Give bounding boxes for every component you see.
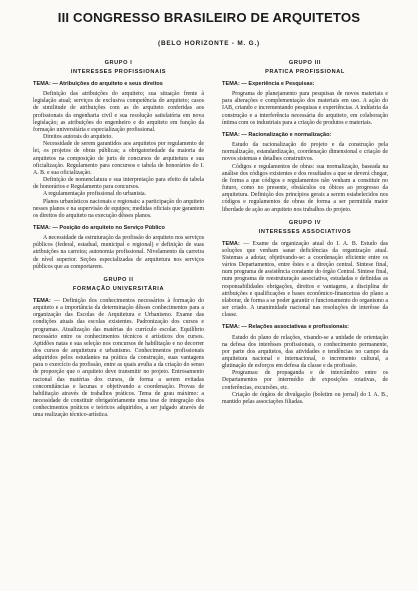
- group-subheading: INTERESSES ASSOCIATIVOS: [258, 228, 352, 235]
- right-column: [222, 60, 388, 406]
- paragraph: A regulamentação profissional do urbanista.: [43, 191, 147, 198]
- paragraph: Necessidade de serem garantidos aos arquitetos por regulamento de lei, os projetos de obras públicas; a obrigatoriedade da maioria de arquitetos na composição de juris de concursos de arquitetura e sua oficialização. Regulamento para concursos e tabela de honorários do I. A. B. e sua oficialização.: [33, 141, 204, 176]
- tema-label: TEMA:: [222, 240, 240, 247]
- paragraph: A necessidade da estruturação da profissão do arquiteto nos serviços públicos (federal, estadual, municipal e regional) e definição de suas atribuições na carreira; autonomia profissional. Nivelamento da carreira de nível superior. Seções especializadas de arquitetura nos serviços públicos que as comportarem.: [33, 235, 204, 270]
- tema-item: [222, 324, 388, 331]
- paragraph: Definição de nomenclatura e sua interpretação para efeito de tabela de honorários e Regulamento para concursos.: [33, 177, 204, 191]
- tema-label: TEMA:: [33, 297, 51, 304]
- paragraph: Estudo da racionalização do projeto e da construção pela normalização, estandardização, coordenação dimensional e criação de novos sistemas e detalhes construtivos.: [222, 142, 388, 163]
- page-subtitle: (BELO HORIZONTE - M. G.): [158, 40, 260, 47]
- group-heading: GRUPO IV: [288, 219, 322, 226]
- tema-item: [222, 81, 388, 88]
- paragraph: Códigos e regulamentos de obras: sua normalização, baseada na análise dos códigos existentes e dos resultados a que se deverá chegar, de forma a que códigos e regulamentos não venham a constituir no futuro, como no presente, obstáculos ou óbices ao progresso da arquitetura. Definição dos princípios gerais a serem estabelecidos nos códigos e regulamentos de obras de forma a ser permitida maior liberdade de ação ao arquiteto nos trabalhos do projeto.: [222, 163, 388, 213]
- paragraph: Direitos autorais do arquiteto.: [43, 134, 113, 141]
- paragraph: Programas: de propaganda e de intercâmbio entre os Departamentos por intermédio de exposições rotativas, de conferências, excursões, etc.: [222, 370, 388, 391]
- tema-text: — Exame da organização atual do I. A. B. Estudo das soluções que venham sanar deficiências da organização atual. Sistemas a adotar, objetivando-se: a coordenação eficiente entre os vários Departamentos, entre êstes e a direção central. Sintese final, num programa de assistência constante do órgão Central. Sintese final, num programa de reestruturação associativa, estudadas e definidas as responsabilidades obrigações, direitos e vantagens, a disciplina de atribuições e qualificações e bases econômico-financeiras do plano a elaborar, de forma a se poder garantir o funcionamento do organismo a ser criado. A unanimidade nacional nas resoluções de interêsse da classe.: [222, 240, 388, 319]
- group-subheading: INTERESSES PROFISSIONAIS: [70, 69, 167, 75]
- tema-text: — Relações associativas e profissionais:: [241, 324, 349, 331]
- tema-item: [222, 241, 388, 320]
- tema-item: [33, 81, 204, 88]
- tema-text: — Posição do arquiteto no Serviço Público: [52, 224, 165, 231]
- tema-text: — Definição dos conhecimentos necessários à formação do arquiteto e a importância da determinação dêsses conhecimentos para a organização das Escolas de Arquitetura e Urbanismo. Exame das condições atuais das escolas existentes. Padronização dos cursos e programas. Atualização das matérias do currículo escolar. Equilíbrio necessário entre os conhecimentos técnicos e artísticos dos cursos. Aptidões natas e sua seleção nos concursos de habilitação e no decorrer dos cursos de arquitetura e urbanismo. Conhecimentos profissionais adquiridos pelos estudantes na prática da construção, suas vantagens para o exercício da profissão, entre as quais avulta a da criação do senso de proporção que o arquiteto deve transmitir no projeto. Entrosamento racional das matérias dos cursos, de forma a serem evitadas concomitâncias e lacunas e objetivando a coordenação. Provas de habilitação através de trabalhos práticos. Tema de grau máximo: a necessidade de constituir obrigatòriamente uma tese de integração dos conhecimentos práticos e teóricos adquiridos, a ser julgado através de uma realização técnico-artística.: [33, 297, 205, 419]
- tema-item: [33, 298, 204, 420]
- tema-item: [222, 132, 388, 139]
- group-heading: GRUPO II: [103, 276, 134, 283]
- group-heading: GRUPO III: [288, 60, 322, 66]
- tema-label: TEMA:: [222, 324, 240, 331]
- paragraph: Programa de planejamento para pesquisas de novos materiais e para alterações e complementação dos materiais em uso. A ação do IAB, criando e incrementando pesquisas e experiências. A indústria da construção e a interferência necessária do arquiteto, em colaboração íntima com os industriais para a criação de produtos e materiais.: [222, 91, 388, 126]
- group-subheading: FORMAÇÃO UNIVERSITÁRIA: [72, 285, 165, 292]
- tema-label: TEMA:: [222, 81, 240, 87]
- tema-text: — Racionalização e normalização:: [241, 131, 332, 138]
- tema-label: TEMA:: [33, 81, 51, 87]
- tema-label: TEMA:: [222, 131, 240, 138]
- group-heading: GRUPO I: [104, 60, 133, 66]
- page-title: III CONGRESSO BRASILEIRO DE ARQUITETOS: [57, 10, 361, 25]
- paragraph: Estudo do plano de relações, visando-se a unidade de orientação na defesa dos interêsses profissionais, o conhecimento permanente, por parte dos arquitetos, das atividades e tendências no campo da arquitetura nacional e internacional, o incremento cultural, a glutinação de esforços em defesa da classe e da profissão.: [222, 334, 388, 370]
- tema-text: — Atribuições do arquiteto e seus direitos: [52, 81, 163, 87]
- paragraph: Criação de órgãos de divulgação (boletim ou jornal) do I. A. B., mantido pelas associações filiadas.: [222, 391, 388, 405]
- paragraph: Definição das atribuições do arquiteto; sua situação frente à legislação atual; serviços de exclusiva competência do arquiteto; casos de similitude de atribuições com as do arquiteto conferidas aos profissionais da engenharia civil e sua resolução satisfatória em nova legislação; as atribuições do engenheiro e do arquiteto em função da formação universitária e especialização profissional.: [33, 91, 204, 133]
- tema-label: TEMA:: [33, 224, 51, 231]
- paragraph: Planos urbanísticos nacionais e regionais: a participação do arquiteto nesses planos e na supervisão de equipes; medidas oficiais que garantem os direitos do arquiteto na execução dêsses planos.: [33, 198, 204, 219]
- left-column: [33, 60, 204, 423]
- group-subheading: PRATICA PROFISSIONAL: [265, 69, 345, 75]
- tema-text: — Experiência e Pesquisas:: [241, 81, 315, 87]
- tema-item: [33, 225, 204, 232]
